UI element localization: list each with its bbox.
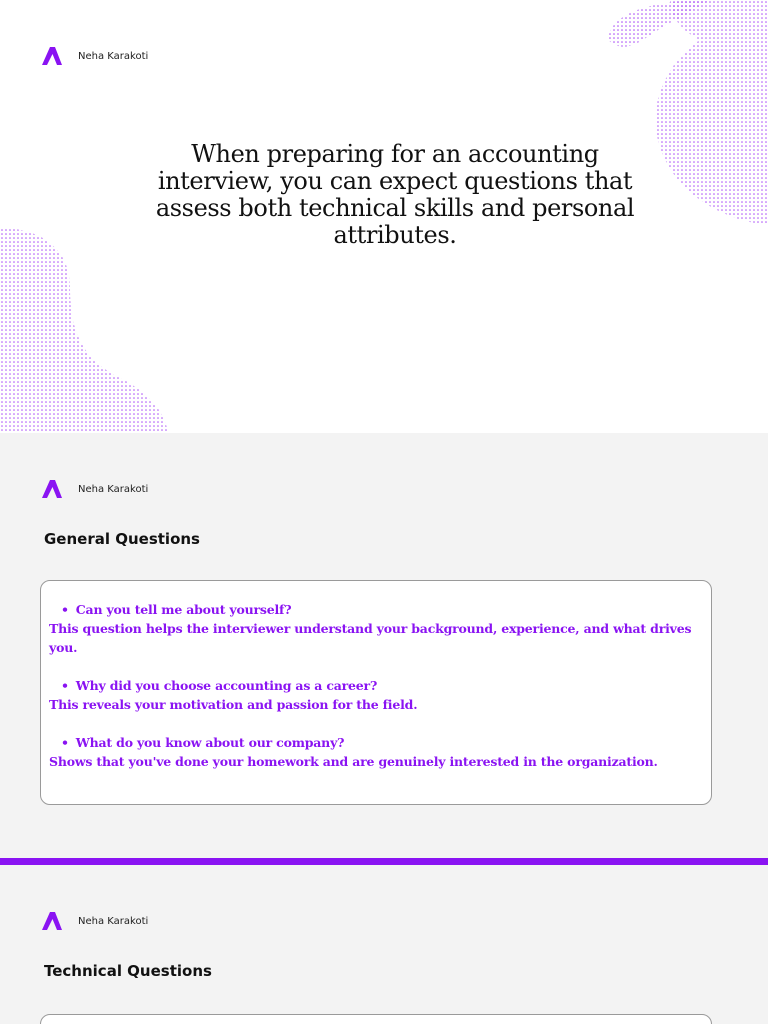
purple-a-logo-icon	[42, 912, 62, 930]
purple-a-logo-icon	[42, 47, 62, 65]
author-header	[42, 47, 148, 65]
author-header	[42, 480, 148, 498]
purple-a-logo-icon	[42, 480, 62, 498]
intro-slide	[0, 0, 768, 433]
question-label: Why did you choose accounting as a career?	[75, 678, 378, 693]
technical-questions-slide	[0, 865, 768, 1024]
answer-text: This reveals your motivation and passion for the field.	[49, 697, 418, 712]
list-item	[49, 676, 703, 714]
bullet: •	[61, 602, 69, 617]
author-header	[42, 912, 148, 930]
section-title-general: General Questions	[44, 530, 200, 548]
list-item	[49, 600, 703, 657]
question-text	[49, 676, 703, 695]
author-name: Neha Karakoti	[78, 915, 149, 927]
question-text	[49, 733, 703, 752]
slide-divider	[0, 858, 768, 865]
author-name: Neha Karakoti	[78, 483, 149, 495]
answer-text: This question helps the interviewer understand your background, experience, and what drives you.	[49, 621, 692, 655]
section-title-technical: Technical Questions	[44, 962, 212, 980]
intro-text: When preparing for an accounting interview, you can expect questions that assess both technical skills and personal attributes.	[155, 140, 635, 249]
questions-card	[40, 580, 712, 805]
questions-card	[40, 1014, 712, 1024]
dotted-wave-decoration-left	[0, 228, 170, 433]
bullet: •	[61, 735, 69, 750]
question-label: Can you tell me about yourself?	[75, 602, 292, 617]
question-label: What do you know about our company?	[75, 735, 345, 750]
general-questions-slide	[0, 433, 768, 858]
author-name: Neha Karakoti	[78, 50, 149, 62]
answer-text: Shows that you've done your homework and are genuinely interested in the organization.	[49, 754, 658, 769]
bullet: •	[61, 678, 69, 693]
list-item	[49, 733, 703, 771]
question-text	[49, 600, 703, 619]
